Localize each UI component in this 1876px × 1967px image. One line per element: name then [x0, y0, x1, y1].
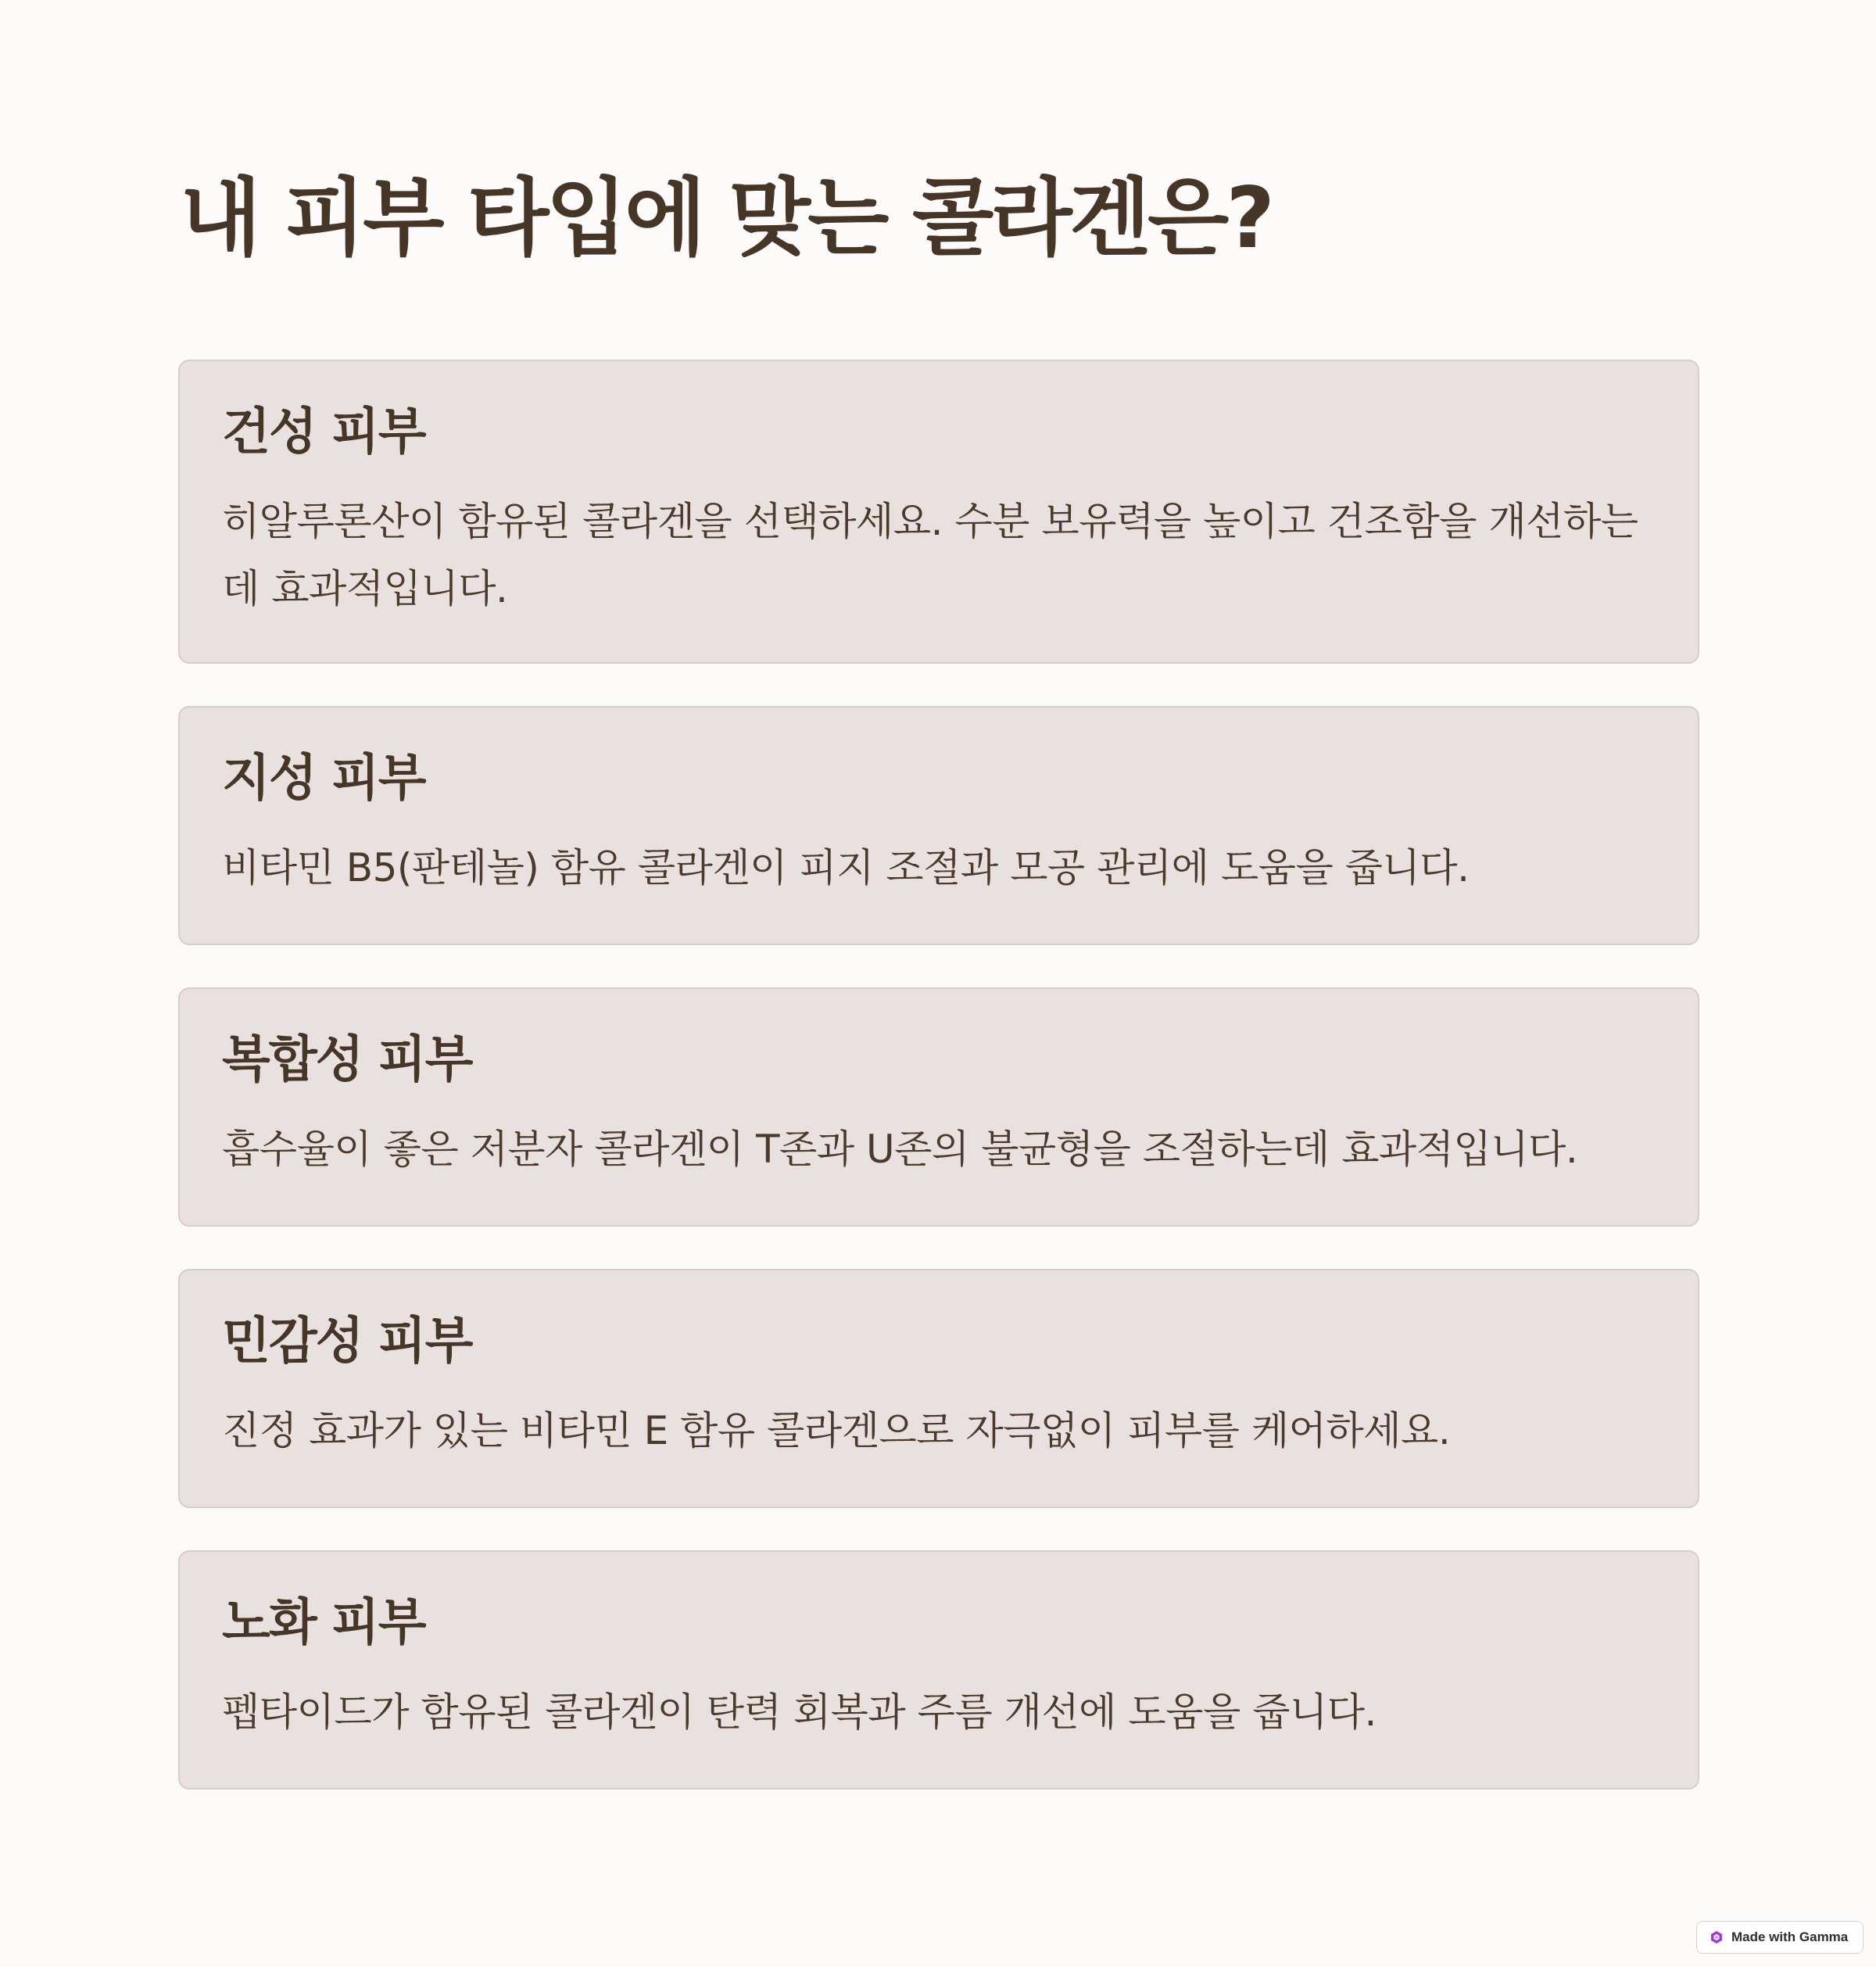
- card-aging-skin: [178, 1550, 1699, 1790]
- card-body: 진정 효과가 있는 비타민 E 함유 콜라겐으로 자극없이 피부를 케어하세요.: [222, 1408, 1451, 1453]
- card-body: 비타민 B5(판테놀) 함유 콜라겐이 피지 조절과 모공 관리에 도움을 줍니다.: [222, 845, 1470, 890]
- card-title: 건성 피부: [222, 403, 425, 461]
- card-title: 복합성 피부: [222, 1031, 472, 1089]
- card-body: 펩타이드가 함유된 콜라겐이 탄력 회복과 주름 개선에 도움을 줍니다.: [222, 1689, 1377, 1735]
- page-title: 내 피부 타입에 맞는 콜라겐은?: [180, 170, 1272, 267]
- card-title: 지성 피부: [222, 750, 425, 808]
- card-oily-skin: [178, 706, 1699, 945]
- card-dry-skin: [178, 360, 1699, 664]
- card-body: 흡수율이 좋은 저분자 콜라겐이 T존과 U존의 불균형을 조절하는데 효과적입니다.: [222, 1127, 1578, 1172]
- gamma-logo-icon: [1710, 1930, 1724, 1944]
- made-with-gamma-badge[interactable]: [1696, 1921, 1863, 1954]
- card-title: 노화 피부: [222, 1594, 425, 1652]
- badge-label: Made with Gamma: [1731, 1929, 1849, 1944]
- card-body: 히알루론산이 함유된 콜라겐을 선택하세요. 수분 보유력을 높이고 건조함을 개선하는데 효과적입니다.: [222, 499, 1638, 611]
- card-combination-skin: [178, 987, 1699, 1227]
- card-sensitive-skin: [178, 1269, 1699, 1508]
- card-title: 민감성 피부: [222, 1313, 472, 1370]
